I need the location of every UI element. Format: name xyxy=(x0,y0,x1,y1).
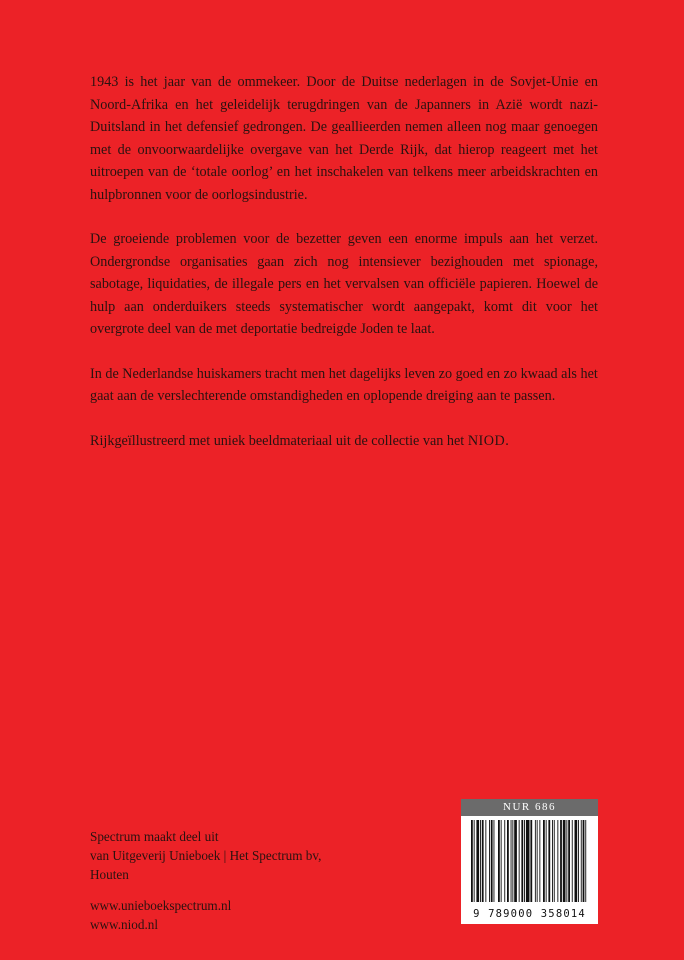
barcode-bars xyxy=(467,820,592,906)
barcode-block xyxy=(461,799,598,924)
barcode-bar xyxy=(498,820,500,902)
barcode-bar xyxy=(526,820,530,902)
barcode-bar xyxy=(524,820,525,902)
barcode-bar xyxy=(471,820,473,902)
barcode-bar xyxy=(519,820,520,902)
barcode-bar xyxy=(535,820,536,902)
imprint-line-1: Spectrum maakt deel uit xyxy=(90,829,219,844)
isbn-barcode xyxy=(461,816,598,924)
barcode-bar xyxy=(474,820,475,902)
barcode-bar xyxy=(476,820,479,902)
barcode-bar xyxy=(583,820,585,902)
barcode-bar xyxy=(578,820,579,902)
closing-period: . xyxy=(505,432,509,449)
barcode-bar xyxy=(568,820,570,902)
barcode-bar xyxy=(507,820,509,902)
barcode-bar xyxy=(511,820,512,902)
barcode-bar xyxy=(530,820,532,902)
paragraph-2: De groeiende problemen voor de bezetter geven een enorme impuls aan het verzet. Ondergrondse organisaties gaan zich nog intensiever bezighouden met spionage, sabotage, liquidaties, de illegale pers en het vervalsen van officiële papieren. Hoewel de hulp aan onderduikers steeds systematischer wordt aangepakt, komt dit voor het overgrote deel van de met deportatie bedreigde Joden te laat. xyxy=(90,231,598,337)
closing-line xyxy=(90,430,598,453)
barcode-bar xyxy=(557,820,558,902)
barcode-bar xyxy=(554,820,555,902)
barcode-bar xyxy=(501,820,502,902)
blurb xyxy=(90,71,598,474)
barcode-bar xyxy=(494,820,495,902)
barcode-bar xyxy=(514,820,517,902)
publisher-imprint xyxy=(90,827,420,934)
niod-url: www.niod.nl xyxy=(90,917,159,932)
barcode-bar xyxy=(482,820,484,902)
barcode-bar xyxy=(572,820,573,902)
barcode-bar xyxy=(491,820,493,902)
barcode-bar xyxy=(581,820,582,902)
barcode-bar xyxy=(552,820,553,902)
barcode-bar xyxy=(539,820,540,902)
paragraph-3: In de Nederlandse huiskamers tracht men het dagelijks leven zo goed en zo kwaad als het gaat aan de verslechterende omstandigheden en oplopende dreiging aan te passen. xyxy=(90,365,598,404)
closing-text: Rijkgeïllustreerd met uniek beeldmateriaal uit de collectie van het xyxy=(90,432,468,449)
nur-label: NUR 686 xyxy=(461,799,598,816)
barcode-bar xyxy=(560,820,562,902)
barcode-bar xyxy=(537,820,538,902)
barcode-bar xyxy=(480,820,481,902)
barcode-bar xyxy=(546,820,547,902)
barcode-bar xyxy=(521,820,523,902)
barcode-bar xyxy=(504,820,505,902)
paragraph-1: 1943 is het jaar van de ommekeer. Door de Duitse nederlagen in de Sovjet-Unie en Noord-Afrika en het geleidelijk terugdringen van de Japanners in Azië wordt nazi-Duitsland in het defensief gedrongen. De geallieerden nemen alleen nog maar genoegen met de onvoorwaardelijke overgave van het Derde Rijk, dat hierop reageert met het uitroepen van de ‘totale oorlog’ en het inschakelen van telkens meer arbeidskrachten en hulpbronnen voor de oorlogsindustrie. xyxy=(90,74,598,203)
barcode-bar xyxy=(489,820,490,902)
barcode-bar xyxy=(485,820,486,902)
isbn-digits: 9 789000 358014 xyxy=(473,908,586,920)
barcode-bar xyxy=(548,820,550,902)
imprint-line-2: van Uitgeverij Unieboek | Het Spectrum bv, xyxy=(90,848,322,863)
barcode-bar xyxy=(585,820,586,902)
barcode-bar xyxy=(543,820,545,902)
imprint-line-3: Houten xyxy=(90,867,129,882)
niod-acronym: NIOD xyxy=(467,432,506,449)
barcode-bar xyxy=(566,820,567,902)
publisher-url: www.unieboekspectrum.nl xyxy=(90,898,232,913)
barcode-bar xyxy=(575,820,578,902)
barcode-bar xyxy=(512,820,513,902)
barcode-bar xyxy=(563,820,566,902)
